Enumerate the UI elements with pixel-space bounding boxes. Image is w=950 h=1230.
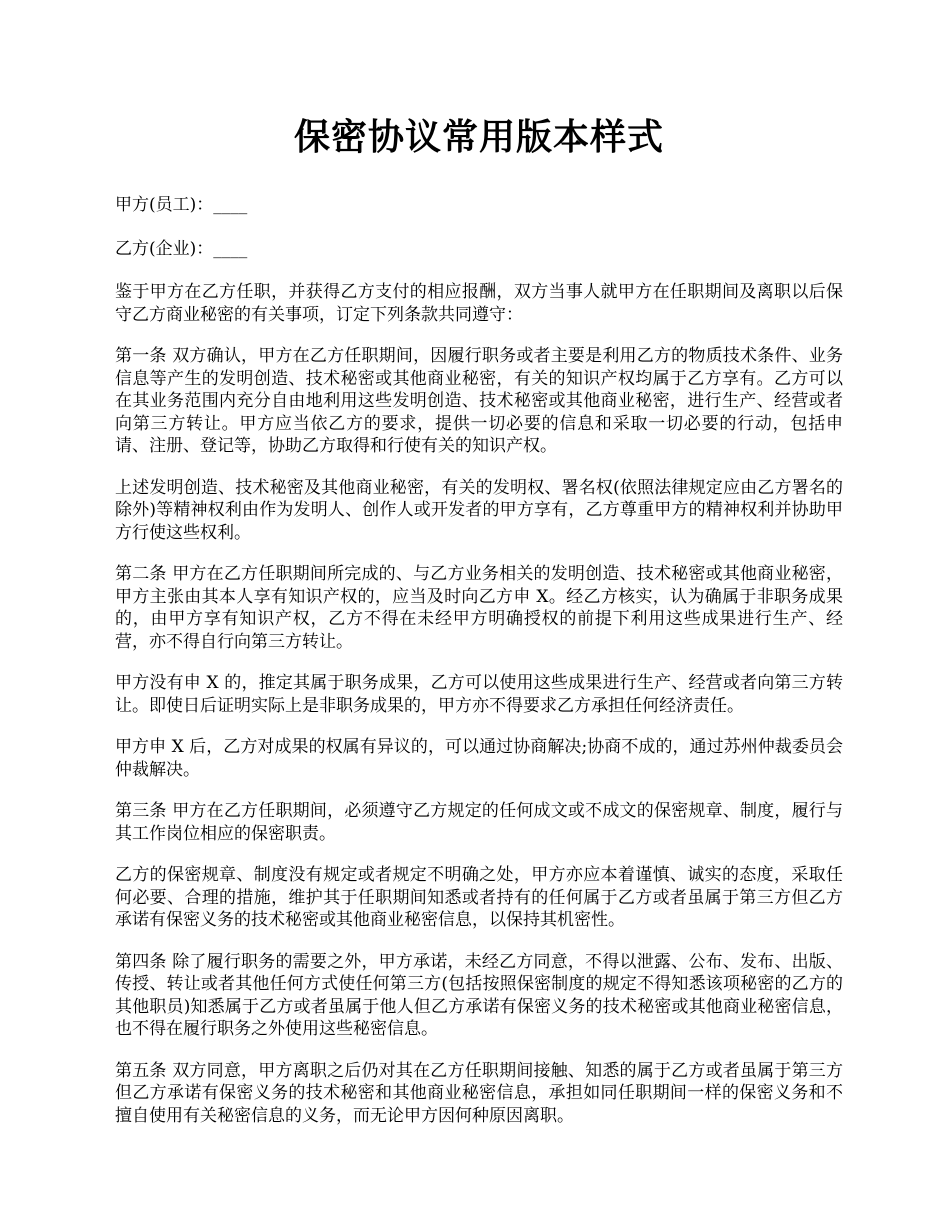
paragraph-article-1: 第一条 双方确认，甲方在乙方任职期间，因履行职务或者主要是利用乙方的物质技术条件、业务信息等产生的发明创造、技术秘密或其他商业秘密，有关的知识产权均属于乙方享有。乙方可以在其业务范围内充分自由地利用这些发明创造、技术秘密或其他商业秘密，进行生产、经营或者向第三方转让。甲方应当依乙方的要求，提供一切必要的信息和采取一切必要的行动，包括申请、注册、登记等，协助乙方取得和行使有关的知识产权。 [115,346,843,456]
paragraph-article-2-dispute: 甲方申 X 后，乙方对成果的权属有异议的，可以通过协商解决;协商不成的，通过苏州仲裁委员会仲裁解决。 [115,737,843,780]
paragraph-article-2-presumption: 甲方没有申 X 的，推定其属于职务成果，乙方可以使用这些成果进行生产、经营或者向第三方转让。即使日后证明实际上是非职务成果的，甲方亦不得要求乙方承担任何经济责任。 [115,673,843,716]
paragraph-article-5: 第五条 双方同意，甲方离职之后仍对其在乙方任职期间接触、知悉的属于乙方或者虽属于第三方但乙方承诺有保密义务的技术秘密和其他商业秘密信息，承担如同任职期间一样的保密义务和不擅自使用有关秘密信息的义务，而无论甲方因何种原因离职。 [115,1060,843,1126]
paragraph-article-3-measures: 乙方的保密规章、制度没有规定或者规定不明确之处，甲方亦应本着谨慎、诚实的态度，采取任何必要、合理的措施，维护其于任职期间知悉或者持有的任何属于乙方或者虽属于第三方但乙方承诺有保密义务的技术秘密或其他商业秘密信息，以保持其机密性。 [115,865,843,930]
paragraph-article-4: 第四条 除了履行职务的需要之外，甲方承诺，未经乙方同意，不得以泄露、公布、发布、出版、传授、转让或者其他任何方式使任何第三方(包括按照保密制度的规定不得知悉该项秘密的乙方的其他职员)知悉属于乙方或者虽属于他人但乙方承诺有保密义务的技术秘密或其他商业秘密信息，也不得在履行职务之外使用这些秘密信息。 [115,951,843,1039]
document-title: 保密协议常用版本样式 [293,116,664,158]
paragraph-article-2: 第二条 甲方在乙方任职期间所完成的、与乙方业务相关的发明创造、技术秘密或其他商业秘密，甲方主张由其本人享有知识产权的，应当及时向乙方申 X。经乙方核实，认为确属于非职务成果的，由甲方享有知识产权，乙方不得在未经甲方明确授权的前提下利用这些成果进行生产、经营，亦不得自行向第三方转让。 [115,564,843,652]
party-a-line: 甲方(员工)：____ [115,195,248,215]
party-b-line: 乙方(企业)：____ [115,238,248,259]
paragraph-article-3: 第三条 甲方在乙方任职期间，必须遵守乙方规定的任何成文或不成文的保密规章、制度，履行与其工作岗位相应的保密职责。 [115,801,843,844]
paragraph-preamble: 鉴于甲方在乙方任职，并获得乙方支付的相应报酬，双方当事人就甲方在任职期间及离职以后保守乙方商业秘密的有关事项，订定下列条款共同遵守： [115,282,843,325]
document-page [115,110,843,1146]
paragraph-article-1-rights: 上述发明创造、技术秘密及其他商业秘密，有关的发明权、署名权(依照法律规定应由乙方署名的除外)等精神权利由作为发明人、创作人或开发者的甲方享有，乙方尊重甲方的精神权利并协助甲方行使这些权利。 [115,477,843,543]
